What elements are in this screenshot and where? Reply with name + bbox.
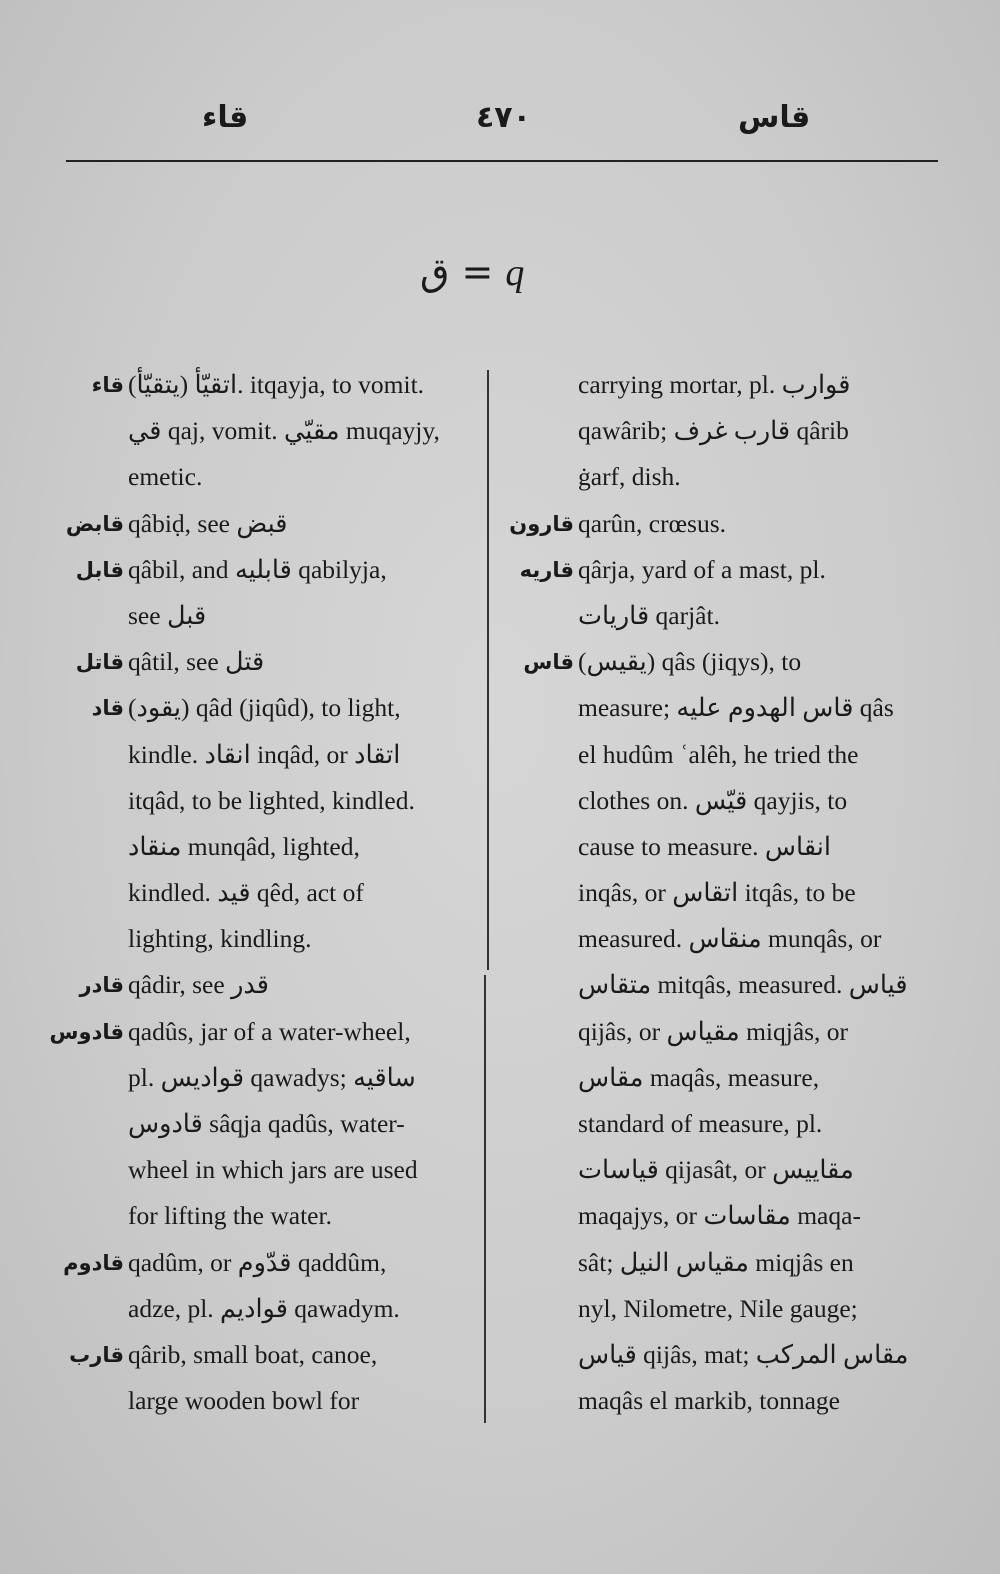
entry-line: [578, 1240, 933, 1286]
entry-text: maqajys, or مقاسات maqa-: [578, 1201, 861, 1231]
entry-text: متقاس mitqâs, measured. قياس: [578, 970, 908, 1000]
entry-text: qâbiḍ, see قبض: [128, 508, 288, 538]
entry-line: [75, 547, 483, 593]
entry-line: [578, 685, 933, 731]
entry-text: قياس qijâs, mat; مقاس المركب: [578, 1339, 909, 1369]
entry-text: cause to measure. انقاس: [578, 831, 831, 861]
entry-line: [128, 1378, 483, 1424]
entry-line: [63, 1240, 483, 1286]
entry-text: qadûm, or قدّوم qaddûm,: [128, 1247, 387, 1277]
left-column: [49, 362, 483, 1424]
entry-text: kindle. انقاد inqâd, or اتقاد: [128, 739, 401, 769]
entry-text: standard of measure, pl.: [578, 1109, 823, 1138]
entry-text: qawârib; قارب غرف qârib: [578, 416, 849, 446]
entry-text: qârib, small boat, canoe,: [128, 1339, 378, 1369]
entry-text: منقاد munqâd, lighted,: [128, 831, 360, 861]
headword-arabic: قاتل: [75, 650, 124, 675]
entry-line: [128, 1055, 483, 1101]
entry-line: [578, 1378, 933, 1424]
entry-text: qârja, yard of a mast, pl.: [578, 554, 826, 584]
entry-line: [578, 593, 933, 639]
entry-line: [578, 454, 933, 500]
headword-arabic: قاس: [523, 650, 574, 675]
entry-line: [578, 1055, 933, 1101]
entry-text: nyl, Nilometre, Nile gauge;: [578, 1293, 858, 1323]
entry-text: lighting, kindling.: [128, 924, 312, 954]
entry-line: [128, 824, 483, 870]
entry-line: [578, 870, 933, 916]
headword-arabic: قارب: [69, 1342, 124, 1367]
entry-line: [128, 1286, 483, 1332]
entry-line: [578, 1193, 933, 1239]
section-arabic-letter: ق: [420, 250, 450, 294]
entry-text: itqâd, to be lighted, kindled.: [128, 785, 415, 815]
entry-line: [128, 1147, 483, 1193]
entry-text: adze, pl. قواديم qawadym.: [128, 1293, 400, 1323]
entry-line: [578, 1332, 933, 1378]
entry-line: [578, 1286, 933, 1332]
entry-line: [128, 778, 483, 824]
entry-line: [578, 916, 933, 962]
entry-text: sât; مقياس النيل miqjâs en: [578, 1247, 854, 1277]
entry-line: [523, 639, 933, 685]
entry-text: qâtil, see قتل: [128, 647, 265, 677]
headword-arabic: قابض: [65, 511, 124, 536]
entry-text: قادوس sâqja qadûs, water-: [128, 1109, 405, 1138]
entry-line: [578, 778, 933, 824]
entry-line: [75, 639, 483, 685]
headword-arabic: قادوم: [63, 1250, 124, 1275]
entry-text: قاريات qarjât.: [578, 600, 720, 630]
entry-line: [128, 916, 483, 962]
page-number: ٤٧٠: [476, 100, 531, 135]
entry-line: [128, 870, 483, 916]
headword-arabic: قارون: [509, 511, 574, 536]
entry-line: [578, 824, 933, 870]
headword-arabic: قاء: [91, 373, 124, 397]
entry-line: [128, 732, 483, 778]
entry-text: for lifting the water.: [128, 1201, 332, 1231]
entry-text: qâbil, and قابليه qabilyja,: [128, 554, 387, 584]
section-equals: =: [461, 250, 494, 294]
entry-text: pl. قواديس qawadys; ساقيه: [128, 1062, 416, 1092]
right-column: [509, 362, 933, 1424]
headword-arabic: قادر: [79, 973, 124, 998]
entry-line: [578, 1147, 933, 1193]
entry-text: see قبل: [128, 600, 207, 630]
entry-line: [519, 547, 933, 593]
entry-text: large wooden bowl for: [128, 1386, 360, 1416]
entry-text: قي qaj, vomit. مقيّي muqayjy,: [128, 416, 440, 446]
entry-text: (يقيس) qâs (jiqys), to: [578, 647, 802, 677]
entry-text: wheel in which jars are used: [128, 1155, 418, 1185]
headword-arabic: قاد: [91, 696, 124, 721]
running-header: [66, 100, 938, 140]
entry-text: qâdir, see قدر: [128, 970, 269, 1000]
entry-text: qijâs, or مقياس miqjâs, or: [578, 1016, 849, 1046]
entry-text: qadûs, jar of a water-wheel,: [128, 1016, 411, 1046]
column-divider-upper: [487, 370, 489, 970]
entry-line: [578, 1101, 933, 1147]
entry-text: (يقود) qâd (jiqûd), to light,: [128, 693, 401, 723]
section-latin-letter: q: [505, 252, 525, 294]
entry-line: [509, 501, 933, 547]
entry-line: [578, 362, 933, 408]
entry-line: [578, 732, 933, 778]
entry-text: carrying mortar, pl. قوارب: [578, 370, 851, 399]
entry-text: kindled. قيد qêd, act of: [128, 878, 364, 908]
entry-line: [128, 408, 483, 454]
headword-arabic: قابل: [75, 557, 124, 582]
entry-line: [128, 1101, 483, 1147]
column-divider-lower: [484, 975, 486, 1423]
entry-line: [128, 454, 483, 500]
header-left-word: قاء: [202, 100, 249, 135]
entry-text: مقاس maqâs, measure,: [578, 1062, 820, 1092]
entry-line: [49, 1009, 483, 1055]
headword-arabic: قاريه: [519, 557, 574, 582]
entry-line: [578, 408, 933, 454]
entry-text: قياسات qijasât, or مقاييس: [578, 1155, 854, 1185]
entry-text: inqâs, or اتقاس itqâs, to be: [578, 878, 856, 908]
entry-line: [79, 962, 483, 1008]
entry-line: [128, 1193, 483, 1239]
entry-line: [91, 685, 483, 731]
entry-line: [578, 1009, 933, 1055]
header-rule: [66, 160, 938, 162]
entry-line: [128, 593, 483, 639]
entry-line: [65, 501, 483, 547]
entry-text: clothes on. قيّس qayjis, to: [578, 785, 848, 815]
headword-arabic: قادوس: [49, 1019, 124, 1044]
entry-text: emetic.: [128, 462, 203, 492]
entry-line: [69, 1332, 483, 1378]
entry-text: maqâs el markib, tonnage: [578, 1386, 840, 1416]
entry-text: measured. منقاس munqâs, or: [578, 924, 882, 954]
entry-text: (يتقيّأ) اتقيّأ. itqayja, to vomit.: [128, 370, 425, 399]
entry-text: ġarf, dish.: [578, 462, 681, 492]
entry-text: qarûn, crœsus.: [578, 508, 727, 538]
header-right-word: قاس: [738, 100, 811, 135]
section-heading: [420, 250, 524, 295]
entry-line: [91, 362, 483, 408]
entry-line: [578, 962, 933, 1008]
entry-text: measure; قاس الهدوم عليه qâs: [578, 693, 894, 723]
entry-text: el hudûm ʿalêh, he tried the: [578, 739, 859, 769]
